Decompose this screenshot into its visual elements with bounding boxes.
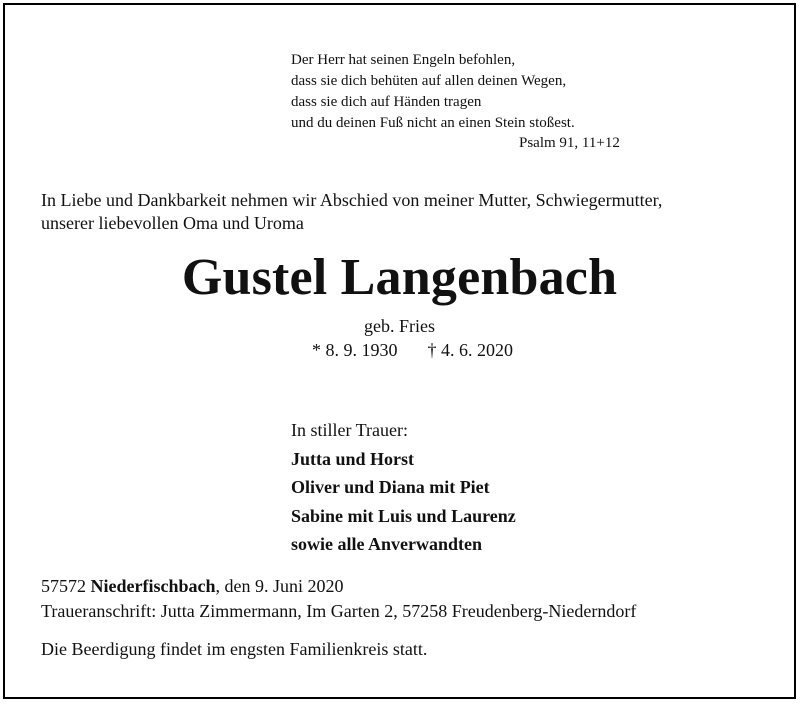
mourners-block xyxy=(291,416,516,559)
mourners-heading: In stiller Trauer: xyxy=(291,420,408,440)
intro-line-1: In Liebe und Dankbarkeit nehmen wir Abschied von meiner Mutter, Schwiegermutter, xyxy=(41,190,663,210)
mourner-name: Sabine mit Luis und Laurenz xyxy=(291,505,516,526)
verse-line: Der Herr hat seinen Engeln befohlen, xyxy=(291,52,516,68)
verse-line: und du deinen Fuß nicht an einen Stein stoßest. xyxy=(291,115,575,131)
deceased-name: Gustel Langenbach xyxy=(181,249,618,306)
mourner-name: Jutta und Horst xyxy=(291,448,415,469)
bible-verse xyxy=(291,50,575,134)
mourner-name: sowie alle Anverwandten xyxy=(291,534,482,554)
notice-date: , den 9. Juni 2020 xyxy=(215,576,344,596)
intro-text xyxy=(41,189,662,234)
town: Niederfischbach xyxy=(90,576,216,596)
verse-reference: Psalm 91, 11+12 xyxy=(519,135,620,151)
mourning-address: Traueranschrift: Jutta Zimmermann, Im Garten 2, 57258 Freudenberg-Niederndorf xyxy=(41,601,637,621)
place-and-date xyxy=(41,576,344,597)
verse-line: dass sie dich auf Händen tragen xyxy=(291,94,482,110)
verse-line: dass sie dich behüten auf allen deinen Wegen, xyxy=(291,73,567,89)
obituary-notice xyxy=(3,3,796,699)
postcode: 57572 xyxy=(41,576,86,596)
birth-date: * 8. 9. 1930 xyxy=(312,340,398,360)
life-dates xyxy=(312,340,513,361)
death-date: † 4. 6. 2020 xyxy=(427,340,513,360)
birth-name: geb. Fries xyxy=(364,316,435,336)
funeral-note: Die Beerdigung findet im engsten Familienkreis statt. xyxy=(41,639,428,659)
intro-line-2: unserer liebevollen Oma und Uroma xyxy=(41,212,304,233)
mourner-name: Oliver und Diana mit Piet xyxy=(291,477,490,497)
